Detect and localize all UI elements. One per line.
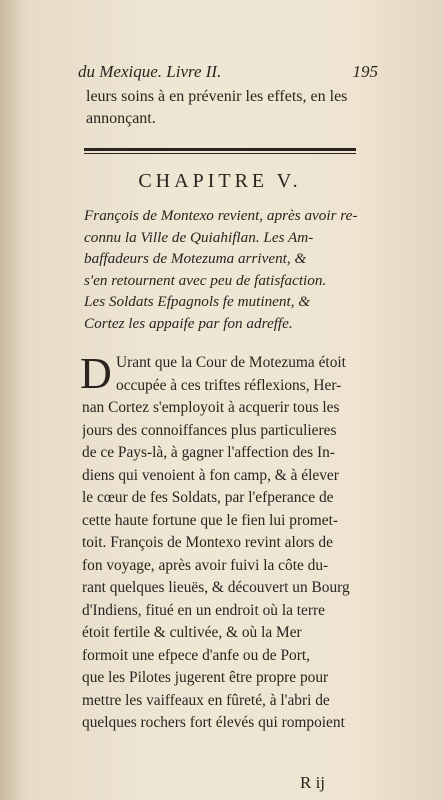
body-line: diens qui venoient à fon camp, & à élever: [82, 466, 339, 484]
text-line: leurs soins à en prévenir les effets, en les: [86, 88, 348, 105]
summary-line: connu la Ville de Quiahiflan. Les Am-: [84, 228, 314, 246]
summary-line: Cortez les appaife par fon adreffe.: [84, 314, 293, 332]
body-line: quelques rochers fort élevés qui rompoient: [82, 714, 345, 731]
carry-over-text: [86, 86, 366, 130]
summary-line: Les Soldats Efpagnols fe mutinent, &: [84, 293, 311, 311]
chapter-heading: CHAPITRE V.: [138, 170, 302, 192]
body-line: étoit fertile & cultivée, & où la Mer: [82, 624, 302, 641]
body-line: toit. François de Montexo revint alors de: [82, 534, 333, 551]
body-line: nan Cortez s'employoit à acquerir tous les: [82, 399, 340, 416]
body-line: de ce Pays-là, à gagner l'affection des In-: [82, 444, 335, 461]
body-line: Urant que la Cour de Motezuma étoit: [116, 354, 346, 371]
running-title: du Mexique. Livre II.: [78, 62, 222, 81]
body-line: formoit une efpece d'anfe ou de Port,: [82, 646, 310, 664]
summary-line: baffadeurs de Motezuma arrivent, &: [84, 250, 307, 268]
body-line: fon voyage, après avoir fuivi la côte du-: [82, 556, 329, 574]
body-line: rant quelques lieuës, & découvert un Bourg: [82, 579, 350, 596]
body-line: mettre les vaiffeaux en fûreté, à l'abri de: [82, 691, 330, 709]
body-text: [80, 349, 364, 735]
drop-cap: D: [80, 349, 112, 398]
body-line: occupée à ces triftes réflexions, Her-: [116, 376, 342, 394]
page-number: 195: [352, 62, 378, 81]
summary-line: François de Montexo revient, après avoir re-: [84, 207, 358, 224]
text-line: annonçant.: [86, 110, 156, 127]
body-line: jours des connoiffances plus particulieres: [82, 421, 337, 439]
summary-line: s'en retournent avec peu de fatisfaction.: [84, 271, 327, 289]
body-line: le cœur de fes Soldats, par l'efperance de: [82, 489, 334, 506]
running-head: [78, 62, 378, 86]
thick-rule: [84, 148, 356, 151]
thin-rule: [84, 153, 356, 154]
body-line: que les Pilotes jugerent être propre pour: [82, 669, 329, 686]
signature-mark: R ij: [300, 773, 326, 792]
body-line: d'Indiens, fitué en un endroit où la terre: [82, 601, 325, 619]
body-line: cette haute fortune que le fien lui promet-: [82, 511, 338, 529]
chapter-summary: [84, 205, 362, 335]
